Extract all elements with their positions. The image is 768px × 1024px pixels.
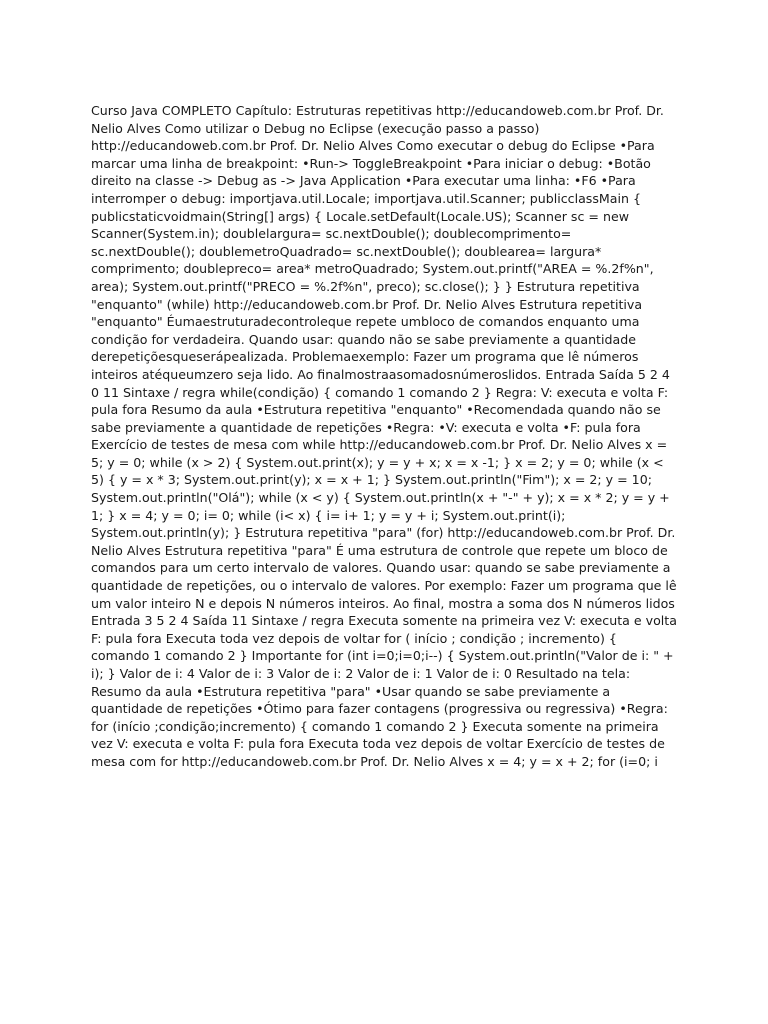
document-body-text: Curso Java COMPLETO Capítulo: Estruturas repetitivas http://educandoweb.com.br Prof. Dr. Nelio Alves Como utilizar o Debug no Eclipse (execução passo a passo) http://educandoweb.com.br Prof. Dr. Nelio Alves Como executar o debug do Eclipse •Para marcar uma linha de breakpoint: •Run-> ToggleBreakpoint •Para iniciar o debug: •Botão direito na classe -> Debug as -> Java Application •Para executar uma linha: •F6 •Para interromper o debug: importjava.util.Locale; importjava.util.Scanner; publicclassMain { publicstaticvoidmain(String[] args) { Locale.setDefault(Locale.US); Scanner sc = new Scanner(System.in); doublelargura= sc.nextDouble(); doublecomprimento= sc.nextDouble(); doublemetroQuadrado= sc.nextDouble(); doublearea= largura* comprimento; doublepreco= area* metroQuadrado; System.out.printf("AREA = %.2f%n", area); System.out.printf("PRECO = %.2f%n", preco); sc.close(); } } Estrutura repetitiva "enquanto" (while) http://educandoweb.com.br Prof. Dr. Nelio Alves Estrutura repetitiva "enquanto" Éumaestruturadecontroleque repete umbloco de comandos enquanto uma condição for verdadeira. Quando usar: quando não se sabe previamente a quantidade derepetiçõesqueseráрealizada. Problemaexemplo: Fazer um programa que lê números inteiros atéqueumzero seja lido. Ao finalmostraasomadosnúmeroslidos. Entrada Saída 5 2 4 0 11 Sintaxe / regra while(condição) { comando 1 comando 2 } Regra: V: executa e volta F: pula fora Resumo da aula •Estrutura repetitiva "enquanto" •Recomendada quando não se sabe previamente a quantidade de repetições •Regra: •V: executa e volta •F: pula fora Exercício de testes de mesa com while http://educandoweb.com.br Prof. Dr. Nelio Alves x = 5; y = 0; while (x > 2) { System.out.print(x); y = y + x; x = x -1; } x = 2; y = 0; while (x < 5) { y = x * 3; System.out.print(y); x = x + 1; } System.out.println("Fim"); x = 2; y = 10; System.out.println("Olá"); while (x < y) { System.out.println(x + "-" + y); x = x * 2; y = y + 1; } x = 4; y = 0; i= 0; while (i< x) { i= i+ 1; y = y + i; System.out.print(i); System.out.println(y); } Estrutura repetitiva "para" (for) http://educandoweb.com.br Prof. Dr. Nelio Alves Estrutura repetitiva "para" É uma estrutura de controle que repete um bloco de comandos para um certo intervalo de valores. Quando usar: quando se sabe previamente a quantidade de repetições, ou o intervalo de valores. Por exemplo: Fazer um programa que lê um valor inteiro N e depois N números inteiros. Ao final, mostra a soma dos N números lidos Entrada 3 5 2 4 Saída 11 Sintaxe / regra Executa somente na primeira vez V: executa e volta F: pula fora Executa toda vez depois de voltar for ( início ; condição ; incremento) { comando 1 comando 2 } Importante for (int i=0;i=0;i--) { System.out.println("Valor de i: " + i); } Valor de i: 4 Valor de i: 3 Valor de i: 2 Valor de i: 1 Valor de i: 0 Resultado na tela: Resumo da aula •Estrutura repetitiva "para" •Usar quando se sabe previamente a quantidade de repetições •Ótimo para fazer contagens (progressiva ou regressiva) •Regra: for (início ;condição;incremento) { comando 1 comando 2 } Executa somente na primeira vez V: executa e volta F: pula fora Executa toda vez depois de voltar Exercício de testes de mesa com for http://educandoweb.com.br Prof. Dr. Nelio Alves x = 4; y = x + 2; for (i=0; i bbox=[91, 103, 677, 769]
